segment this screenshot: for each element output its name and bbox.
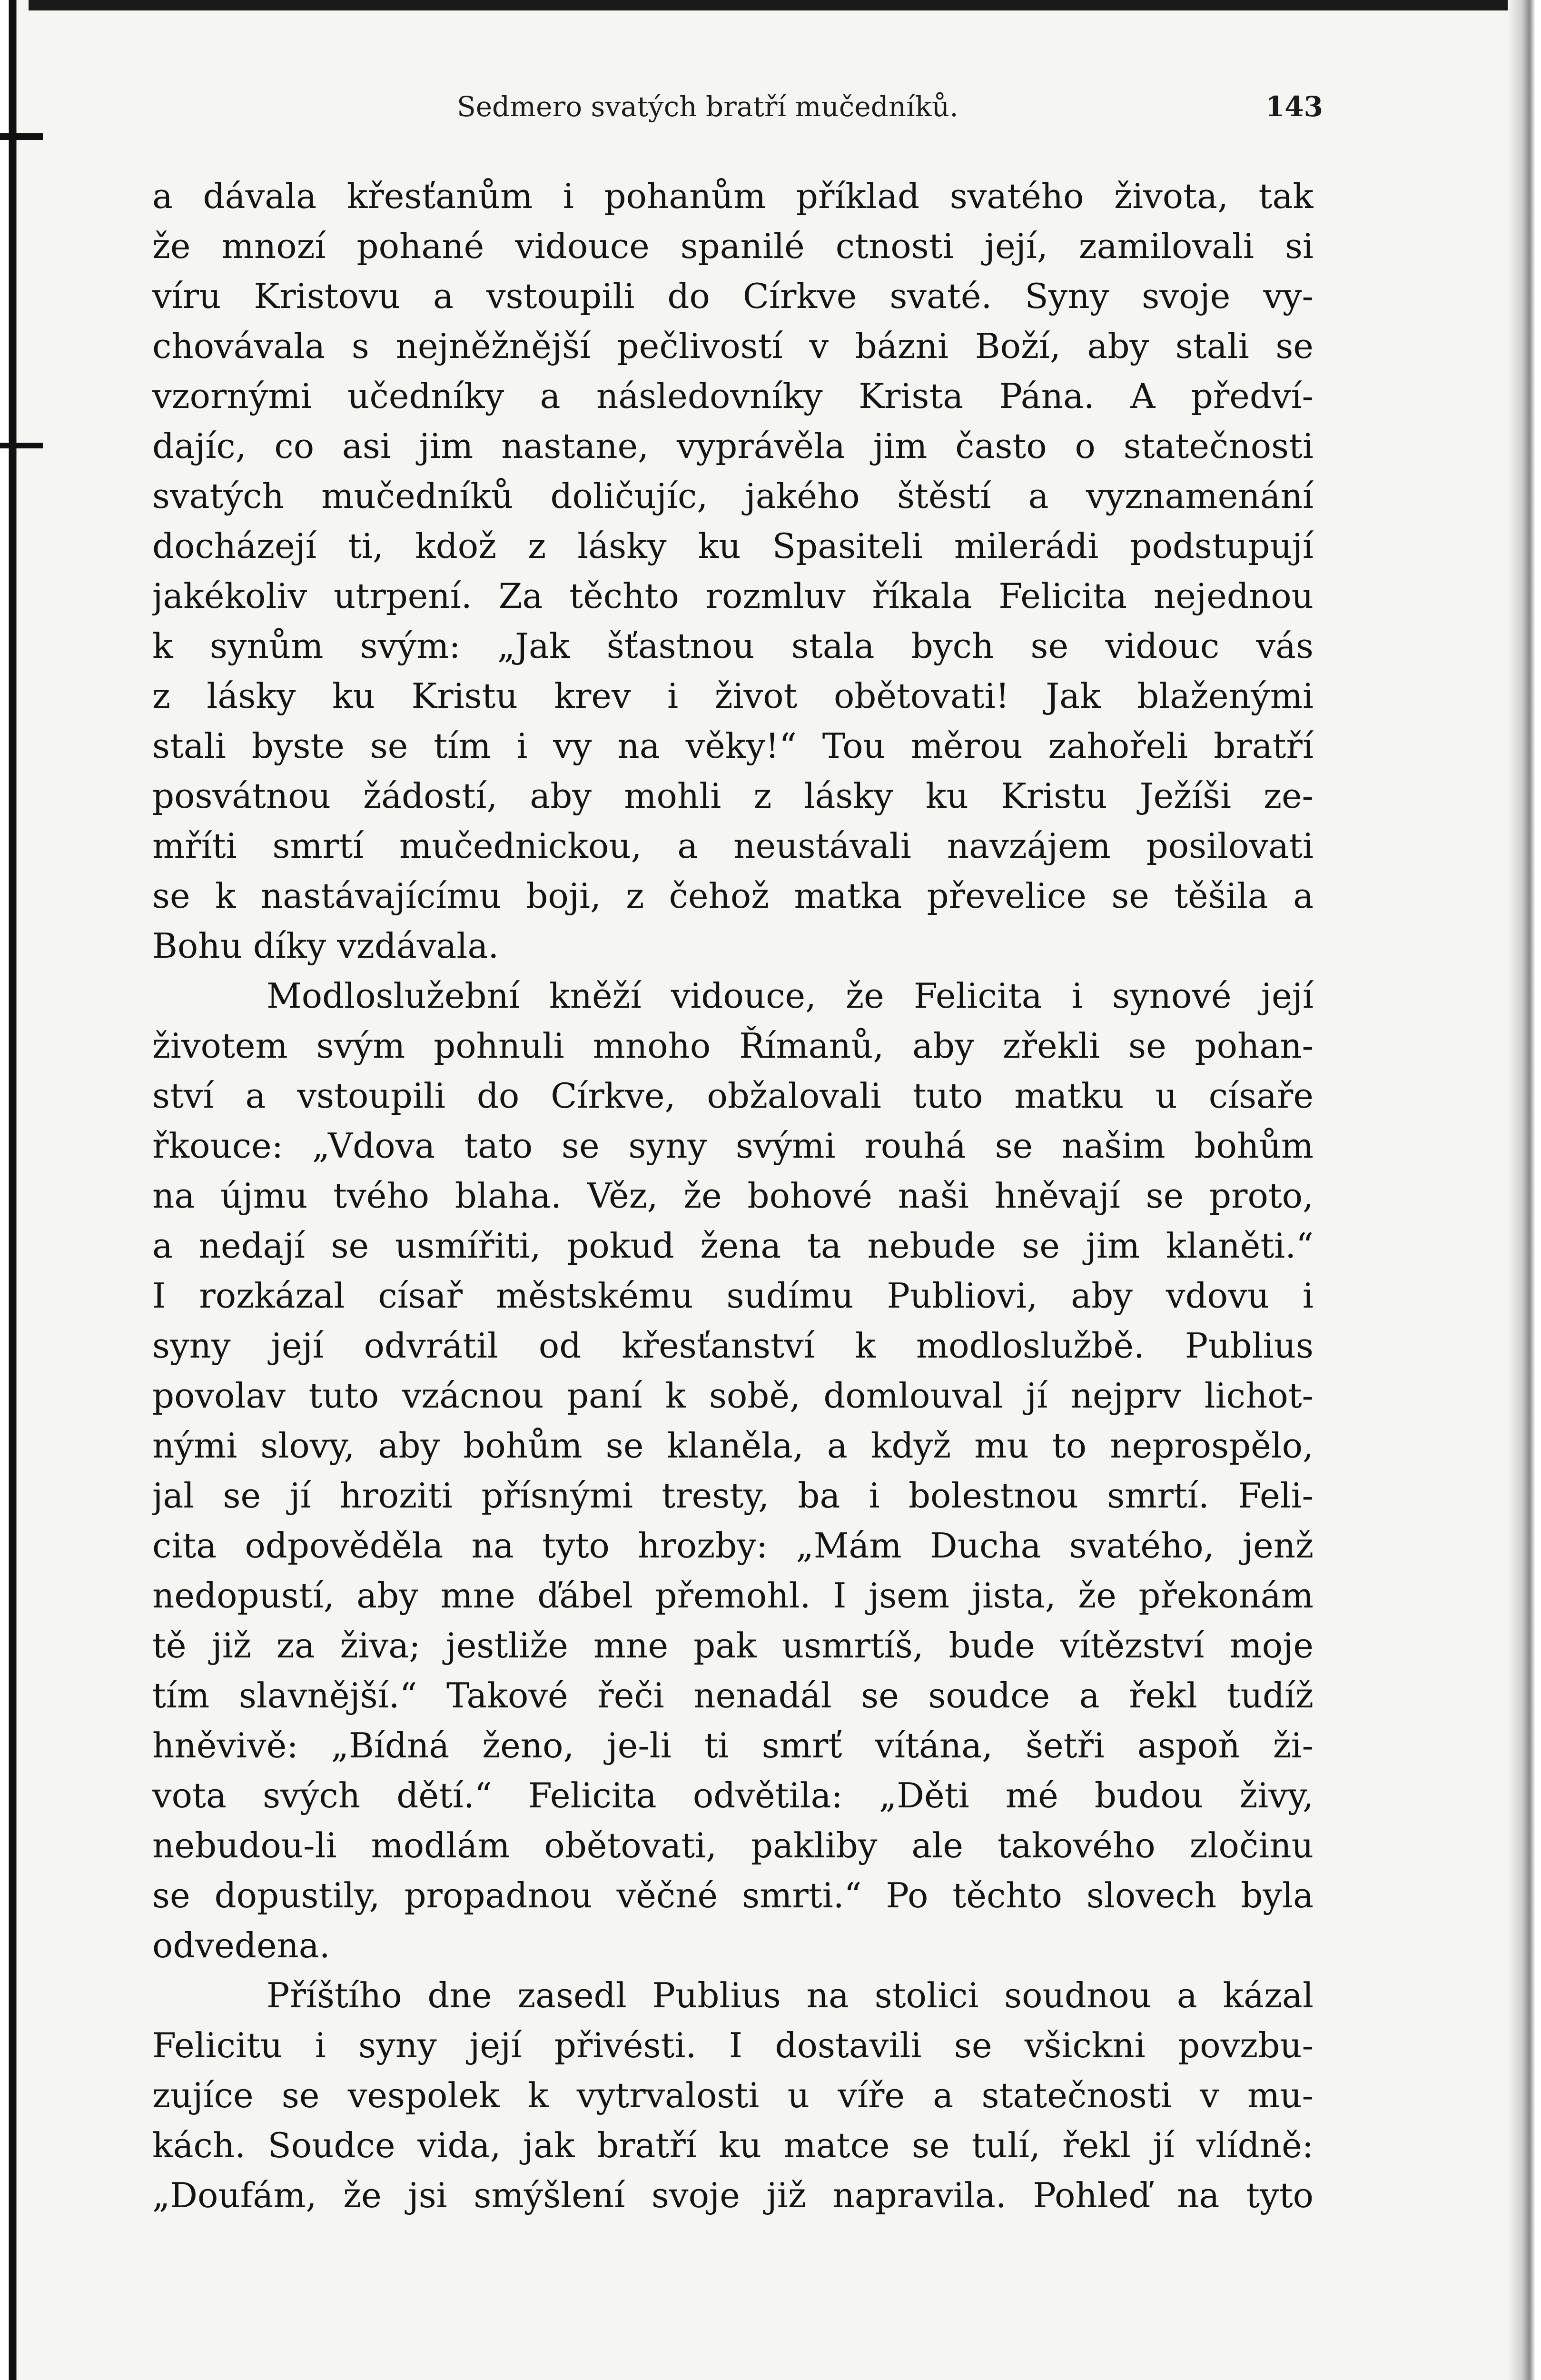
text-line: docházejí ti, kdož z lásky ku Spasiteli milerádi podstupují: [152, 526, 1314, 566]
text-line: na újmu tvého blaha. Věz, že bohové naši hněvají se proto,: [152, 1176, 1314, 1216]
scan-top-edge: [0, 0, 1541, 10]
text-line: povolav tuto vzácnou paní k sobě, domlouval jí nejprv lichot-: [152, 1376, 1314, 1416]
text-line: a nedají se usmířiti, pokud žena ta nebude se jim klaněti.“: [152, 1226, 1314, 1266]
text-line: Bohu díky vzdávala.: [152, 926, 499, 966]
text-line: a dávala křesťanům i pohanům příklad svatého života, tak: [152, 176, 1314, 216]
text-line: ství a vstoupili do Církve, obžalovali tuto matku u císaře: [152, 1076, 1314, 1116]
text-line: se dopustily, propadnou věčné smrti.“ Po těchto slovech byla: [152, 1875, 1314, 1915]
text-line: vota svých dětí.“ Felicita odvětila: „Děti mé budou živy,: [152, 1775, 1314, 1815]
text-line: zujíce se vespolek k vytrvalosti u víře a statečnosti v mu-: [152, 2075, 1314, 2115]
text-line: se k nastávajícímu boji, z čehož matka převelice se těšila a: [152, 876, 1314, 916]
text-line: jakékoliv utrpení. Za těchto rozmluv říkala Felicita nejednou: [152, 576, 1314, 616]
text-line: k synům svým: „Jak šťastnou stala bych se vidouc vás: [152, 626, 1314, 666]
body-text: [152, 171, 1314, 2221]
page-header: [152, 90, 1323, 138]
text-line: Příštího dne zasedl Publius na stolici soudnou a kázal: [267, 1975, 1314, 2015]
page-number: 143: [1265, 90, 1323, 123]
text-line: že mnozí pohané vidouce spanilé ctnosti její, zamilovali si: [152, 226, 1314, 266]
text-line: I rozkázal císař městskému sudímu Publiovi, aby vdovu i: [152, 1276, 1314, 1316]
text-line: nebudou-li modlám obětovati, pakliby ale takového zločinu: [152, 1825, 1314, 1865]
text-line: stali byste se tím i vy na věky!“ Tou měrou zahořeli bratří: [152, 726, 1314, 766]
text-line: chovávala s nejněžnější pečlivostí v bázni Boží, aby stali se: [152, 326, 1314, 366]
text-line: hněvivě: „Bídná ženo, je-li ti smrť vítána, šetři aspoň ži-: [152, 1726, 1314, 1765]
text-line: kách. Soudce vida, jak bratří ku matce se tulí, řekl jí vlídně:: [152, 2125, 1314, 2165]
text-line: vzornými učedníky a následovníky Krista Pána. A předví-: [152, 376, 1314, 416]
text-line: životem svým pohnuli mnoho Římanů, aby zřekli se pohan-: [152, 1026, 1314, 1066]
text-line: svatých mučedníků doličujíc, jakého štěstí a vyznamenání: [152, 476, 1314, 516]
text-line: mříti smrtí mučednickou, a neustávali navzájem posilovati: [152, 826, 1314, 866]
page-right-edge: [1508, 0, 1541, 2380]
running-title: Sedmero svatých bratří mučedníků.: [457, 90, 958, 123]
text-line: posvátnou žádostí, aby mohli z lásky ku Kristu Ježíši ze-: [152, 776, 1314, 816]
text-line: nedopustí, aby mne ďábel přemohl. I jsem jista, že překonám: [152, 1576, 1314, 1616]
text-line: z lásky ku Kristu krev i život obětovati! Jak blaženými: [152, 676, 1314, 716]
text-line: cita odpověděla na tyto hrozby: „Mám Ducha svatého, jenž: [152, 1526, 1314, 1566]
text-line: tě již za živa; jestliže mne pak usmrtíš, bude vítězství moje: [152, 1626, 1314, 1666]
text-line: nými slovy, aby bohům se klaněla, a když mu to neprospělo,: [152, 1426, 1314, 1466]
text-line: Felicitu i syny její přivésti. I dostavili se všickni povzbu-: [152, 2025, 1314, 2065]
text-line: řkouce: „Vdova tato se syny svými rouhá se našim bohům: [152, 1126, 1314, 1166]
book-binding-edge: [0, 0, 29, 2380]
binding-mark: [0, 133, 43, 140]
text-line: odvedena.: [152, 1925, 330, 1965]
text-line: tím slavnější.“ Takové řeči nenadál se soudce a řekl tudíž: [152, 1676, 1314, 1716]
text-line: „Doufám, že jsi smýšlení svoje již napravila. Pohleď na tyto: [152, 2175, 1314, 2215]
text-line: jal se jí hroziti přísnými tresty, ba i bolestnou smrtí. Feli-: [152, 1476, 1314, 1516]
text-line: dajíc, co asi jim nastane, vyprávěla jim často o statečnosti: [152, 426, 1314, 466]
text-line: víru Kristovu a vstoupili do Církve svaté. Syny svoje vy-: [152, 276, 1314, 316]
binding-mark: [0, 443, 43, 448]
text-line: syny její odvrátil od křesťanství k modloslužbě. Publius: [152, 1326, 1314, 1366]
text-line: Modloslužební kněží vidouce, že Felicita i synové její: [267, 976, 1314, 1016]
